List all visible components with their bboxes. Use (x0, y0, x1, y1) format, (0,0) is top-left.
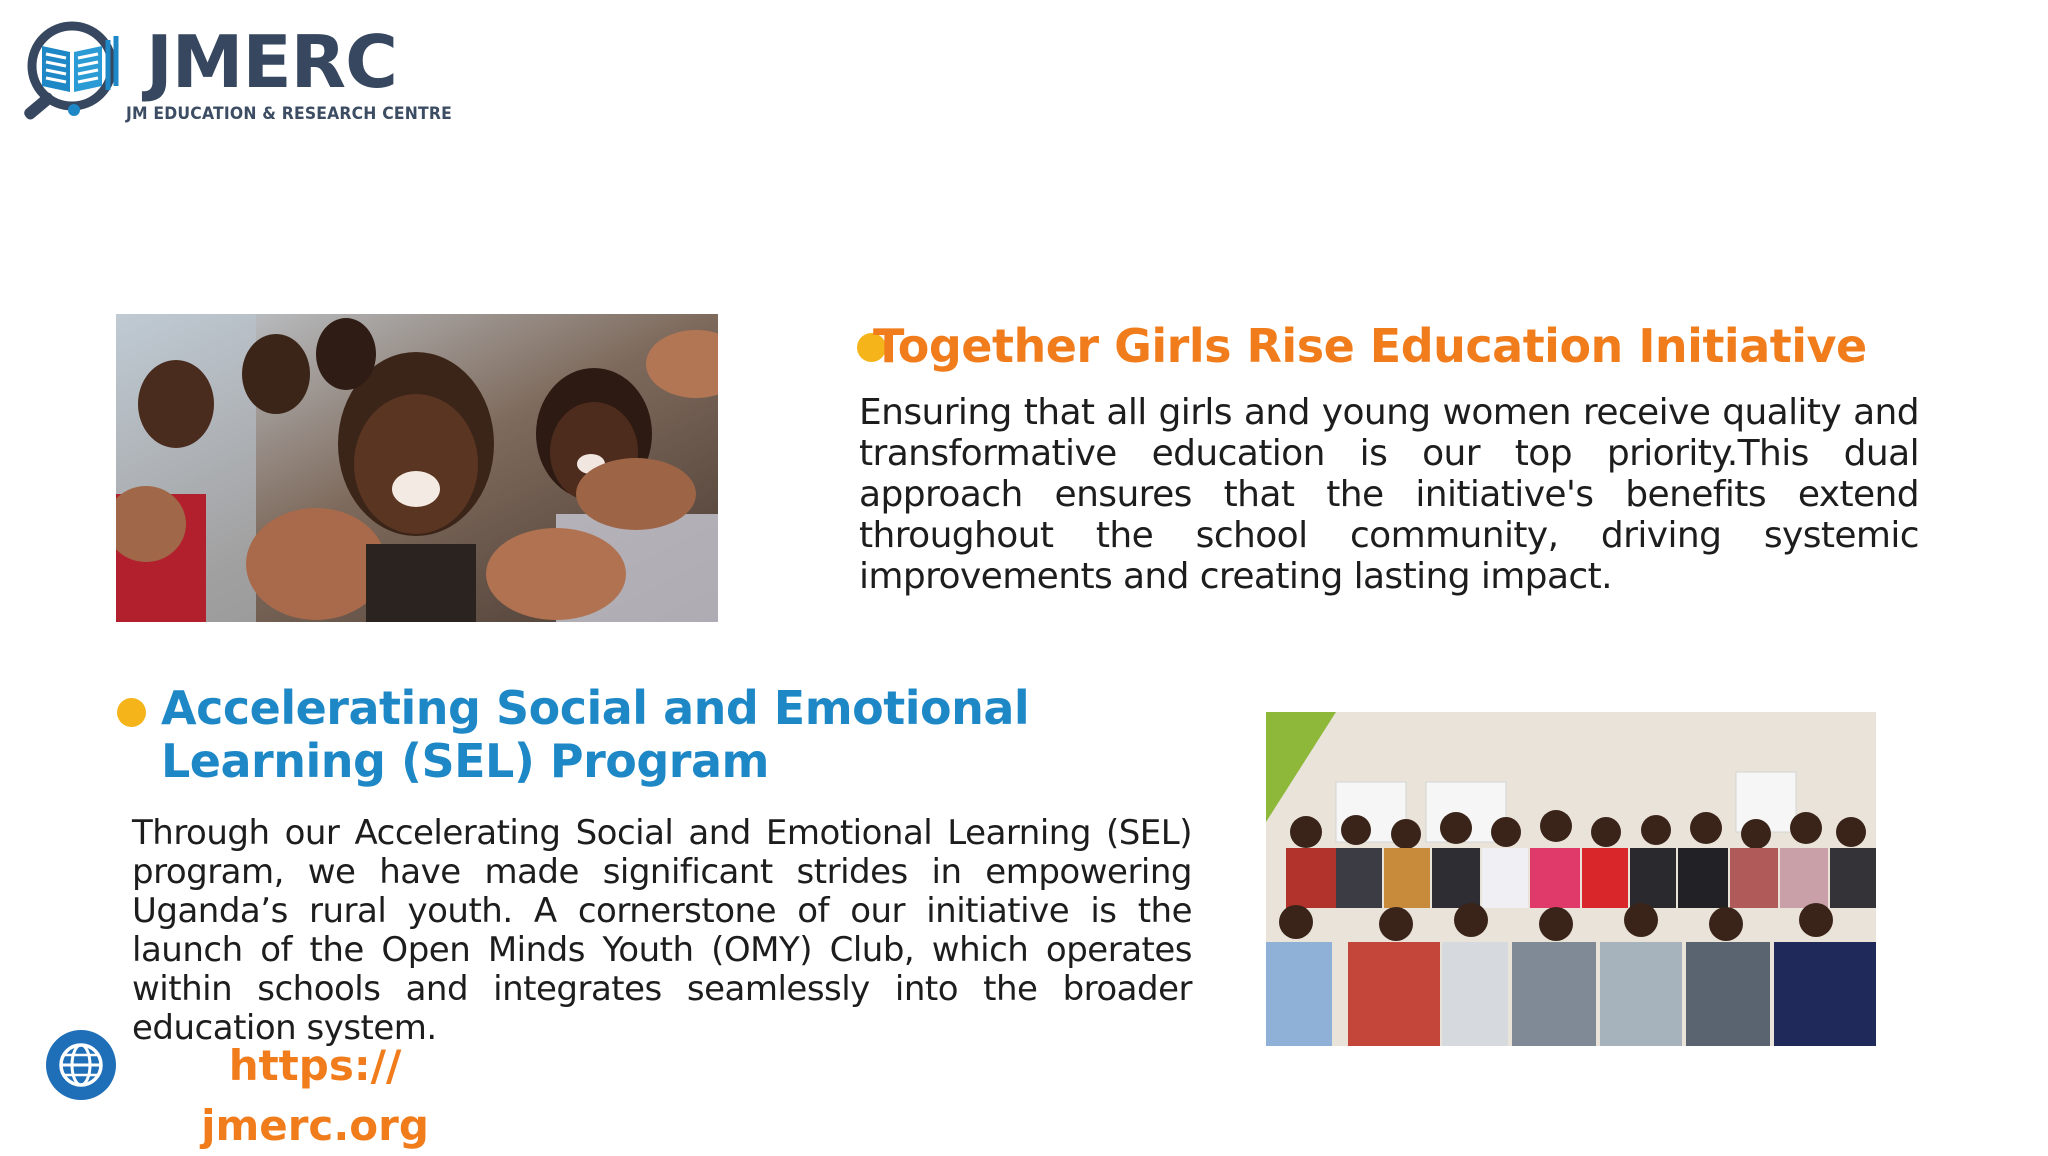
section2-bullet (117, 698, 146, 727)
website-line1: https:// (228, 1041, 402, 1090)
children-photo (116, 314, 718, 622)
book-magnifier-logo-icon (14, 14, 144, 132)
website-line2: jmerc.org (201, 1101, 429, 1150)
jmerc-logo (14, 14, 454, 132)
group-photo (1266, 712, 1876, 1046)
logo-wordmark: JMERC (146, 20, 397, 104)
website-link[interactable] (180, 1036, 450, 1156)
logo-tagline: JM EDUCATION & RESEARCH CENTRE (126, 104, 452, 124)
globe-icon (46, 1030, 116, 1100)
section1-title: Together Girls Rise Education Initiative (873, 319, 1867, 373)
section1-body: Ensuring that all girls and young women receive quality and transformative education is our top priority.This dual approach ensures that the initiative's benefits extend throughout the school community, driving systemic improvements and creating lasting impact. (859, 392, 1919, 597)
section2-body: Through our Accelerating Social and Emotional Learning (SEL) program, we have made significant strides in empowering Uganda’s rural youth. A cornerstone of our initiative is the launch of the Open Minds Youth (OMY) Club, which operates within schools and integrates seamlessly into the broader education system. (132, 813, 1192, 1048)
section2-title: Accelerating Social and Emotional Learning (SEL) Program (161, 681, 1030, 788)
